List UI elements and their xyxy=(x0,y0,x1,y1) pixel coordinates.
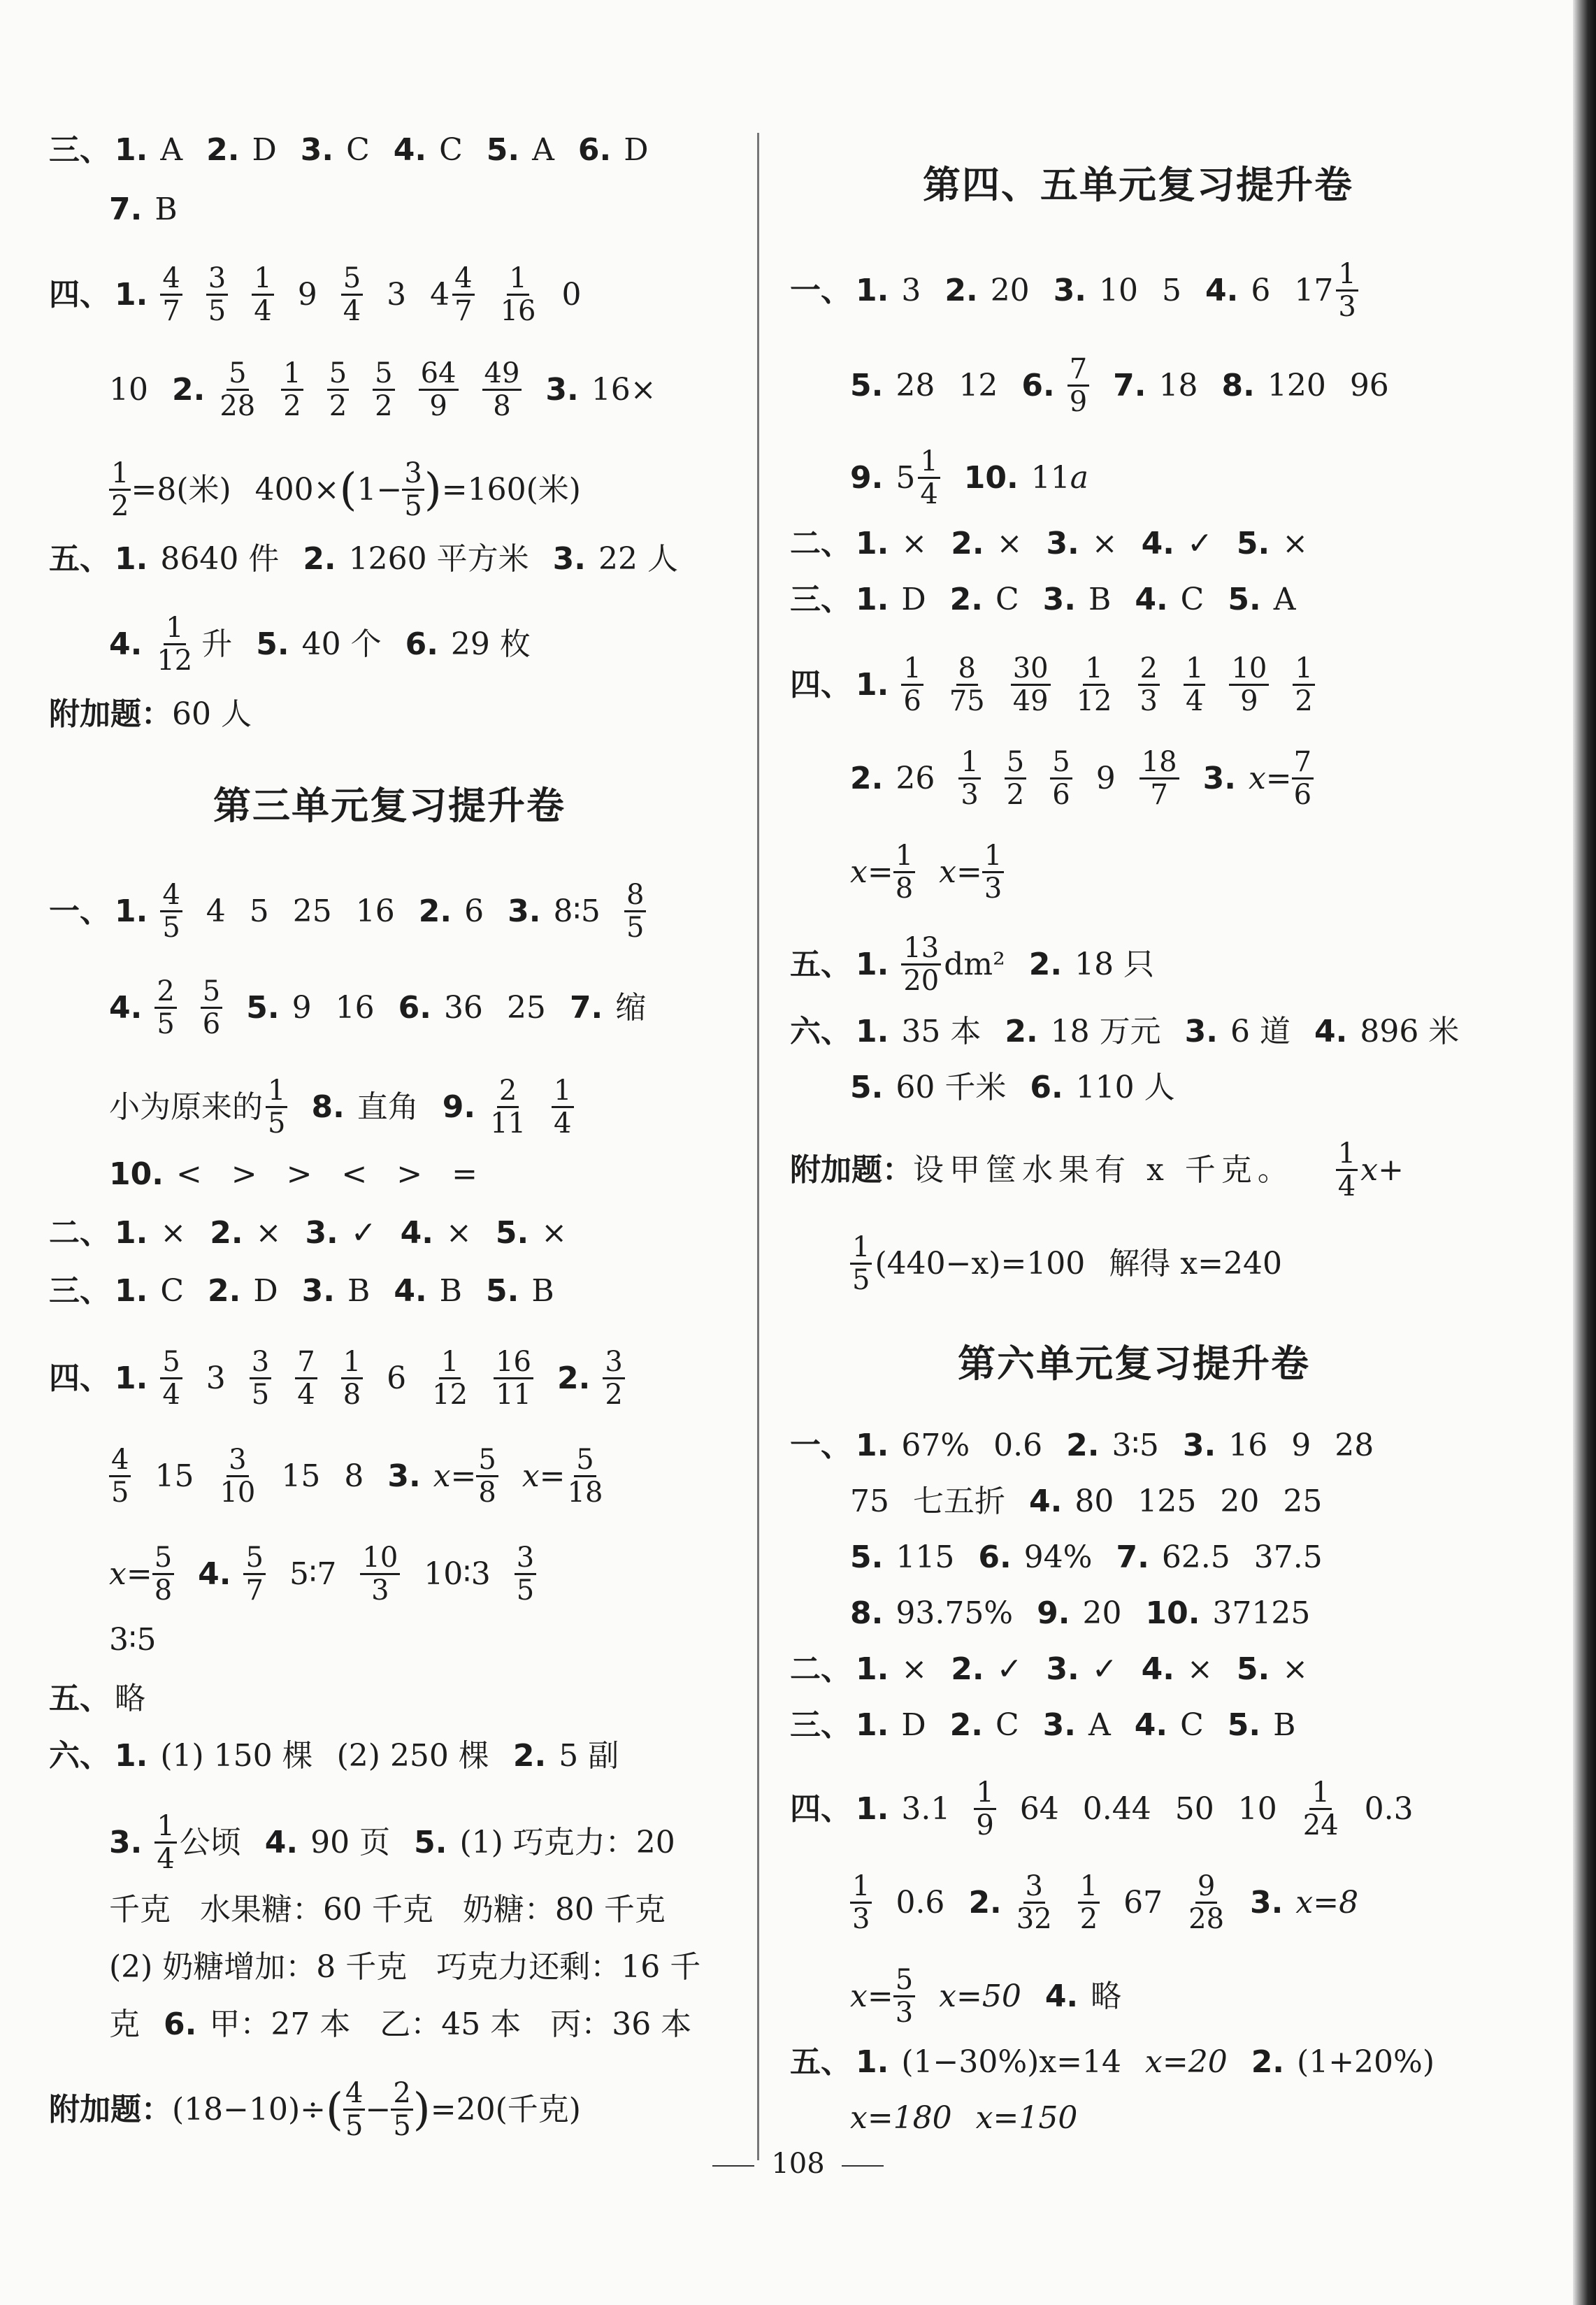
answer-line: $\frac{4}{5}$ 15 $\frac{3}{10}$ 15 8 3. x= $\frac{5}{8}$ x= $\frac{5}{18}$ xyxy=(109,1444,605,1508)
answer-line: 5. 28 12 6. $\frac{7}{9}$ 7. 18 8. 120 96 xyxy=(850,353,1389,418)
fraction: $\frac{18}{7}$ xyxy=(1140,747,1179,810)
fraction: $\frac{4}{5}$ xyxy=(160,879,182,943)
answer-line: 附加题： (18−10)÷ ( $\frac{4}{5}$ − $\frac{2}{5}$ ) =20(千克) xyxy=(49,2077,581,2142)
fraction: $\frac{1}{6}$ xyxy=(901,653,923,717)
fraction: $\frac{1}{16}$ xyxy=(500,262,536,327)
fraction: $\frac{1}{4}$ xyxy=(154,1811,176,1874)
fraction: $\frac{1}{3}$ xyxy=(850,1871,872,1934)
fraction: $\frac{4}{5}$ xyxy=(109,1444,131,1508)
answer-line: 千克 水果糖：60 千克 奶糖：80 千克 xyxy=(109,1892,666,1927)
fraction: $\frac{4}{7}$ xyxy=(160,263,182,326)
fraction: $\frac{2}{5}$ xyxy=(391,2078,412,2141)
fraction: $\frac{5}{4}$ xyxy=(341,263,363,326)
fraction: $\frac{3}{5}$ xyxy=(402,458,424,522)
answer-line: 3∶5 xyxy=(109,1622,157,1658)
fraction: $\frac{3}{10}$ xyxy=(220,1444,256,1509)
fraction: $\frac{1}{5}$ xyxy=(850,1232,872,1295)
fraction: $\frac{7}{6}$ xyxy=(1292,747,1314,810)
fraction: $\frac{2}{3}$ xyxy=(1138,653,1160,717)
fraction: $\frac{10}{3}$ xyxy=(360,1542,400,1606)
answer-line: 六、 1. (1) 150 棵 (2) 250 棵 2. 5 副 xyxy=(49,1738,619,1774)
fraction: $\frac{5}{2}$ xyxy=(327,358,349,422)
answer-line: 四、 1. 3.1 $\frac{1}{9}$ 64 0.44 50 10 $\frac{1}{24}$ 0.3 xyxy=(790,1776,1414,1841)
mixed-number: 4 $\frac{4}{7}$ xyxy=(430,263,474,326)
fraction: $\frac{3}{5}$ xyxy=(206,263,228,326)
fraction: $\frac{10}{9}$ xyxy=(1229,653,1269,717)
fraction: $\frac{1}{2}$ xyxy=(109,458,131,522)
fraction: $\frac{1}{4}$ xyxy=(252,263,273,326)
fraction: $\frac{5}{6}$ xyxy=(201,976,222,1040)
answer-line: 克 6. 甲：27 本 乙：45 本 丙：36 本 xyxy=(109,2006,692,2042)
fraction: $\frac{7}{4}$ xyxy=(295,1347,317,1410)
fraction: $\frac{1}{9}$ xyxy=(974,1777,995,1841)
fraction: $\frac{5}{2}$ xyxy=(373,358,394,422)
answer-line: x=180 x=150 xyxy=(850,2100,1078,2136)
answer-line: $\frac{1}{5}$ (440−x)=100 解得 x=240 xyxy=(850,1232,1282,1295)
answer-line: x= $\frac{5}{3}$ x=50 4. 略 xyxy=(850,1964,1122,2029)
fraction: $\frac{5}{4}$ xyxy=(160,1347,182,1410)
fraction: $\frac{7}{9}$ xyxy=(1067,354,1089,417)
fraction: $\frac{1}{2}$ xyxy=(1078,1871,1100,1934)
answer-line: 附加题： 60 人 xyxy=(49,696,252,732)
fraction: $\frac{3}{2}$ xyxy=(603,1347,624,1410)
fraction: $\frac{1}{5}$ xyxy=(266,1075,287,1139)
page-number-dash-left xyxy=(712,2165,754,2167)
answer-line: $\frac{1}{3}$ 0.6 2. $\frac{3}{32}$ $\frac{1}{2}$ 67 $\frac{9}{28}$ 3. x=8 xyxy=(850,1871,1358,1934)
fraction: $\frac{16}{11}$ xyxy=(494,1347,533,1410)
answer-line: 四、 1. $\frac{4}{7}$ $\frac{3}{5}$ $\frac{1}{4}$ 9 $\frac{5}{4}$ 3 4 $\frac{4}{7}$ $\frac{1}{16}$ 0 xyxy=(49,262,582,327)
answer-line: 四、 1. $\frac{5}{4}$ 3 $\frac{3}{5}$ $\frac{7}{4}$ $\frac{1}{8}$ 6 $\frac{1}{12}$ $\frac{16}{11}$ 2. $\frac{3}{2}$ xyxy=(49,1347,625,1410)
answer-line: 三、 1. D 2. C 3. B 4. C 5. A xyxy=(790,582,1296,617)
section-title: 第三单元复习提升卷 xyxy=(213,784,566,828)
fraction: $\frac{5}{2}$ xyxy=(1005,747,1026,810)
fraction: $\frac{1}{2}$ xyxy=(281,358,303,422)
fraction: $\frac{8}{75}$ xyxy=(949,652,985,717)
page-number-dash-right xyxy=(842,2165,884,2167)
fraction: $\frac{1}{3}$ xyxy=(982,840,1004,904)
mixed-number: 5 $\frac{1}{4}$ xyxy=(896,446,940,510)
fraction: $\frac{64}{9}$ xyxy=(419,358,459,422)
fraction: $\frac{30}{49}$ xyxy=(1011,653,1051,717)
answer-line: 六、 1. 35 本 2. 18 万元 3. 6 道 4. 896 米 xyxy=(790,1014,1460,1049)
answer-line: x= $\frac{1}{8}$ x= $\frac{1}{3}$ xyxy=(850,840,1004,904)
fraction: $\frac{1}{12}$ xyxy=(157,612,193,677)
fraction: $\frac{5}{28}$ xyxy=(220,357,256,422)
answer-line: 一、 1. $\frac{4}{5}$ 4 5 25 16 2. 6 3. 8∶5 $\frac{8}{5}$ xyxy=(49,879,646,943)
answer-line: 一、 1. 67% 0.6 2. 3∶5 3. 16 9 28 xyxy=(790,1428,1374,1463)
fraction: $\frac{3}{5}$ xyxy=(515,1542,536,1606)
answer-line: 8. 93.75% 9. 20 10. 37125 xyxy=(850,1595,1311,1631)
fraction: $\frac{1}{12}$ xyxy=(432,1346,468,1411)
answer-line: x= $\frac{5}{8}$ 4. $\frac{5}{7}$ 5∶7 $\frac{10}{3}$ 10∶3 $\frac{3}{5}$ xyxy=(109,1542,536,1606)
answer-line: 五、 1. $\frac{13}{20}$ dm² 2. 18 只 xyxy=(790,932,1155,997)
fraction: $\frac{1}{4}$ xyxy=(552,1075,573,1139)
fraction: $\frac{9}{28}$ xyxy=(1188,1870,1225,1935)
answer-line: 五、 1. (1−30%)x=14 x=20 2. (1+20%) xyxy=(790,2044,1435,2080)
fraction: $\frac{5}{8}$ xyxy=(152,1542,174,1606)
fraction: $\frac{5}{6}$ xyxy=(1050,747,1072,810)
answer-line: 二、 1. × 2. × 3. ✓ 4. × 5. × xyxy=(49,1215,568,1251)
fraction: $\frac{2}{11}$ xyxy=(490,1075,526,1140)
answer-line: 三、 1. A 2. D 3. C 4. C 5. A 6. D xyxy=(49,132,649,168)
fraction: $\frac{49}{8}$ xyxy=(482,358,522,422)
answer-line: 75 七五折 4. 80 125 20 25 xyxy=(850,1484,1323,1519)
fraction: $\frac{13}{20}$ xyxy=(901,933,941,996)
fraction: $\frac{5}{7}$ xyxy=(243,1542,265,1606)
fraction: $\frac{1}{4}$ xyxy=(1184,653,1205,717)
fraction: $\frac{1}{12}$ xyxy=(1076,652,1112,717)
answer-line: 4. $\frac{2}{5}$ $\frac{5}{6}$ 5. 9 16 6. 36 25 7. 缩 xyxy=(109,975,647,1040)
mixed-number: 17 $\frac{1}{3}$ xyxy=(1294,259,1358,322)
page-edge-shadow xyxy=(1573,0,1596,2305)
fraction: $\frac{1}{8}$ xyxy=(341,1347,363,1410)
fraction: $\frac{3}{5}$ xyxy=(250,1347,271,1410)
fraction: $\frac{5}{3}$ xyxy=(893,1965,915,2028)
answer-line: 7. B xyxy=(109,192,178,227)
section-title: 第六单元复习提升卷 xyxy=(958,1342,1310,1386)
fraction: $\frac{1}{3}$ xyxy=(958,747,980,810)
answer-line: 9. 5 $\frac{1}{4}$ 10. 11 a xyxy=(850,445,1088,510)
answer-line: 五、 略 xyxy=(49,1681,145,1716)
fraction: $\frac{5}{18}$ xyxy=(567,1444,603,1509)
answer-line: 三、 1. C 2. D 3. B 4. B 5. B xyxy=(49,1273,554,1309)
answer-line: 5. 60 千米 6. 110 人 xyxy=(850,1070,1175,1105)
fraction: $\frac{2}{5}$ xyxy=(154,976,176,1040)
column-divider xyxy=(757,133,759,2160)
section-title: 第四、五单元复习提升卷 xyxy=(923,163,1353,207)
fraction: $\frac{1}{8}$ xyxy=(893,840,915,904)
answer-line: 二、 1. × 2. × 3. × 4. ✓ 5. × xyxy=(790,526,1309,561)
fraction: $\frac{4}{5}$ xyxy=(343,2078,365,2141)
fraction: $\frac{8}{5}$ xyxy=(624,879,646,943)
fraction: $\frac{1}{24}$ xyxy=(1302,1776,1339,1841)
answer-line: 4. $\frac{1}{12}$ 升 5. 40 个 6. 29 枚 xyxy=(109,612,531,677)
answer-line: 小为原来的 $\frac{1}{5}$ 8. 直角 9. $\frac{2}{11}$ $\frac{1}{4}$ xyxy=(109,1075,574,1139)
answer-line: 5. 115 6. 94% 7. 62.5 37.5 xyxy=(850,1539,1323,1575)
answer-line: 三、 1. D 2. C 3. A 4. C 5. B xyxy=(790,1707,1296,1743)
answer-line: 3. $\frac{1}{4}$ 公顷 4. 90 页 5. (1) 巧克力：20 xyxy=(109,1810,675,1875)
answer-line: 二、 1. × 2. ✓ 3. ✓ 4. × 5. × xyxy=(790,1651,1309,1687)
answer-line: $\frac{1}{2}$ =8(米) 400× ( 1− $\frac{3}{5}$ ) =160(米) xyxy=(109,458,581,522)
answer-line: 一、 1. 3 2. 20 3. 10 5 4. 6 17 $\frac{1}{3}$ xyxy=(790,259,1358,322)
answer-line: (2) 奶糖增加：8 千克 巧克力还剩：16 千 xyxy=(109,1949,701,1985)
answer-line: 五、 1. 8640 件 2. 1260 平方米 3. 22 人 xyxy=(49,541,678,577)
answer-line: 四、 1. $\frac{1}{6}$ $\frac{8}{75}$ $\frac{30}{49}$ $\frac{1}{12}$ $\frac{2}{3}$ $\frac{1}{4}$ $\frac{10}{9}$ $\frac{1}{2}$ xyxy=(790,653,1315,717)
fraction: $\frac{5}{8}$ xyxy=(476,1444,498,1508)
page-number: 108 xyxy=(0,2148,1596,2180)
fraction: $\frac{1}{4}$ xyxy=(1336,1138,1358,1202)
answer-line: 2. 26 $\frac{1}{3}$ $\frac{5}{2}$ $\frac{5}{6}$ 9 $\frac{18}{7}$ 3. x= $\frac{7}{6}$ xyxy=(850,747,1314,810)
fraction: $\frac{3}{32}$ xyxy=(1016,1870,1052,1935)
answer-line: 10. < > > < > = xyxy=(109,1156,477,1192)
fraction: $\frac{1}{2}$ xyxy=(1293,653,1314,717)
answer-line: 10 2. $\frac{5}{28}$ $\frac{1}{2}$ $\frac{5}{2}$ $\frac{5}{2}$ $\frac{64}{9}$ $\frac{49}{8}$ 3. 16× xyxy=(109,357,656,422)
answer-line: 附加题： 设甲筐水果有 x 千克。 $\frac{1}{4}$ x+ xyxy=(790,1137,1404,1202)
